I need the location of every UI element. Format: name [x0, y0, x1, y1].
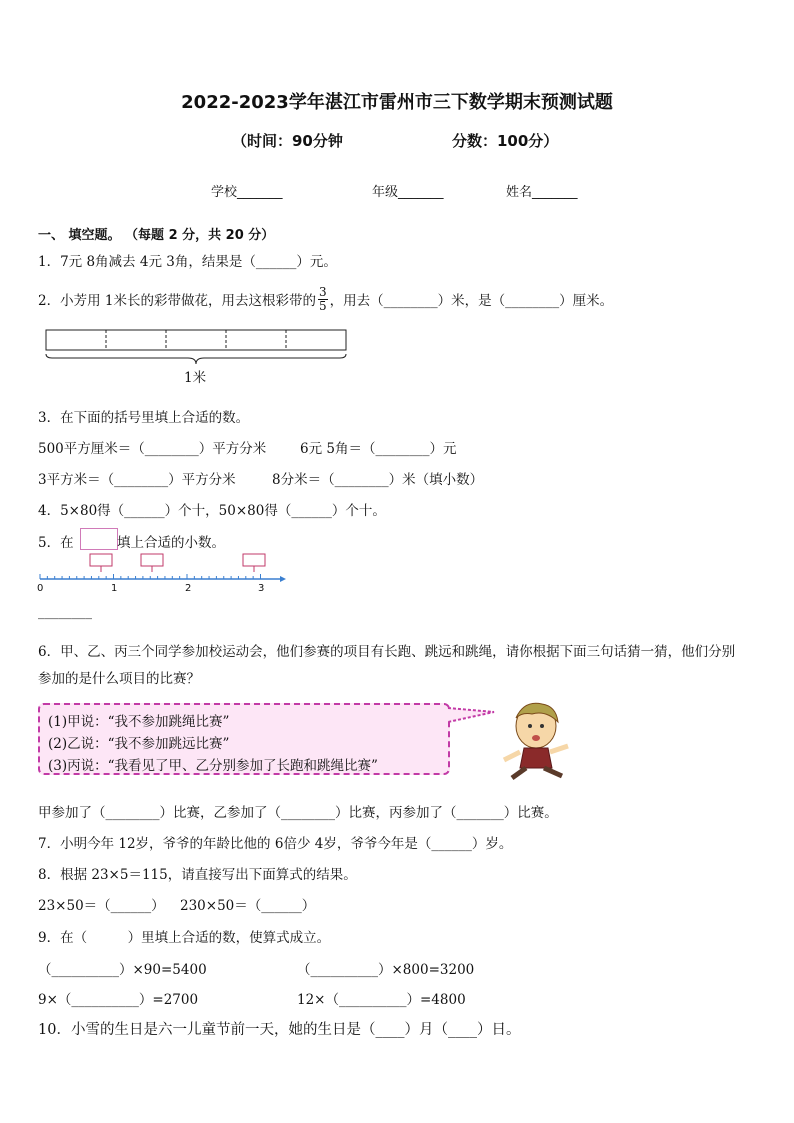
tick-label-3: 3: [258, 583, 265, 594]
q5-text-post: 填上合适的小数。: [117, 535, 225, 551]
q8-item-1: 23×50＝（______）: [38, 898, 165, 914]
question-4: 4．5×80得（______）个十，50×80得（______）个十。: [38, 503, 386, 519]
q9-item-2: （__________）×800=3200: [297, 962, 475, 978]
q9-item-4: 12×（__________）=4800: [297, 992, 466, 1008]
tick-label-1: 1: [111, 583, 118, 594]
question-7: 7．小明今年 12岁，爷爷的年龄比他的 6倍少 4岁，爷爷今年是（______）岁。: [38, 836, 513, 852]
ribbon-label: 1米: [184, 370, 207, 386]
running-boy-illustration: [494, 696, 582, 782]
number-line-box-3: [243, 554, 265, 566]
q3-item-3: 3平方米＝（________）平方分米: [38, 472, 236, 488]
number-line-box-2: [141, 554, 163, 566]
speech-bubble: [38, 703, 450, 775]
q5-text-pre: 5．在: [38, 535, 74, 551]
statement-2: (2)乙说：“我不参加跳远比赛”: [48, 736, 230, 752]
name-field[interactable]: 姓名_______: [506, 185, 578, 200]
q3-item-4: 8分米＝（________）米（填小数）: [272, 472, 484, 488]
question-9: 9．在（ ）里填上合适的数，使算式成立。: [38, 930, 331, 946]
statement-3: (3)丙说：“我看见了甲、乙分别参加了长跑和跳绳比赛”: [48, 758, 378, 774]
question-10: 10．小雪的生日是六一儿童节前一天，她的生日是（____）月（____）日。: [38, 1022, 521, 1038]
statement-1: (1)甲说：“我不参加跳绳比赛”: [48, 714, 230, 730]
tick-label-2: 2: [185, 583, 192, 594]
number-line: [34, 550, 294, 590]
question-6-answer: 甲参加了（________）比赛，乙参加了（________）比赛，丙参加了（_______）比赛。: [38, 805, 558, 821]
question-3: 3．在下面的括号里填上合适的数。: [38, 410, 250, 426]
number-line-box-1: [90, 554, 112, 566]
q5-blank[interactable]: ________: [38, 604, 92, 620]
fraction-denominator: 5: [318, 298, 327, 313]
question-8: 8．根据 23×5＝115，请直接写出下面算式的结果。: [38, 867, 357, 883]
brace: [46, 354, 346, 364]
q3-item-1: 500平方厘米＝（________）平方分米: [38, 441, 267, 457]
q8-item-2: 230×50＝（______）: [180, 898, 316, 914]
fraction: [318, 286, 328, 313]
answer-box[interactable]: [80, 528, 118, 550]
exam-score: 分数：100分）: [452, 132, 559, 150]
fraction-numerator: 3: [318, 284, 327, 299]
question-2: [38, 279, 613, 319]
school-field[interactable]: 学校_______: [211, 185, 283, 200]
q2-text-pre: 2．小芳用 1米长的彩带做花，用去这根彩带的: [38, 293, 316, 309]
page-title: 2022-2023学年湛江市雷州市三下数学期末预测试题: [181, 92, 613, 113]
tick-label-0: 0: [37, 583, 44, 594]
section-heading: 一、 填空题。 （每题 2 分，共 20 分）: [38, 228, 275, 243]
q9-item-3: 9×（__________）=2700: [38, 992, 199, 1008]
ribbon-divisions: [106, 330, 286, 350]
ribbon-rect: [46, 330, 346, 350]
q9-item-1: （__________）×90=5400: [38, 962, 207, 978]
q3-item-2: 6元 5角＝（________）元: [300, 441, 457, 457]
exam-time: （时间：90分钟: [232, 132, 343, 150]
grade-field[interactable]: 年级_______: [372, 185, 444, 200]
question-1: 1．7元 8角减去 4元 3角，结果是（______）元。: [38, 254, 337, 270]
question-6-line-1: 6．甲、乙、丙三个同学参加校运动会，他们参赛的项目有长跑、跳远和跳绳，请你根据下面三句话猜一猜，他们分别: [38, 644, 736, 660]
q2-text-post: ，用去（________）米，是（________）厘米。: [329, 293, 614, 309]
question-6-line-2: 参加的是什么项目的比赛？: [38, 671, 200, 687]
